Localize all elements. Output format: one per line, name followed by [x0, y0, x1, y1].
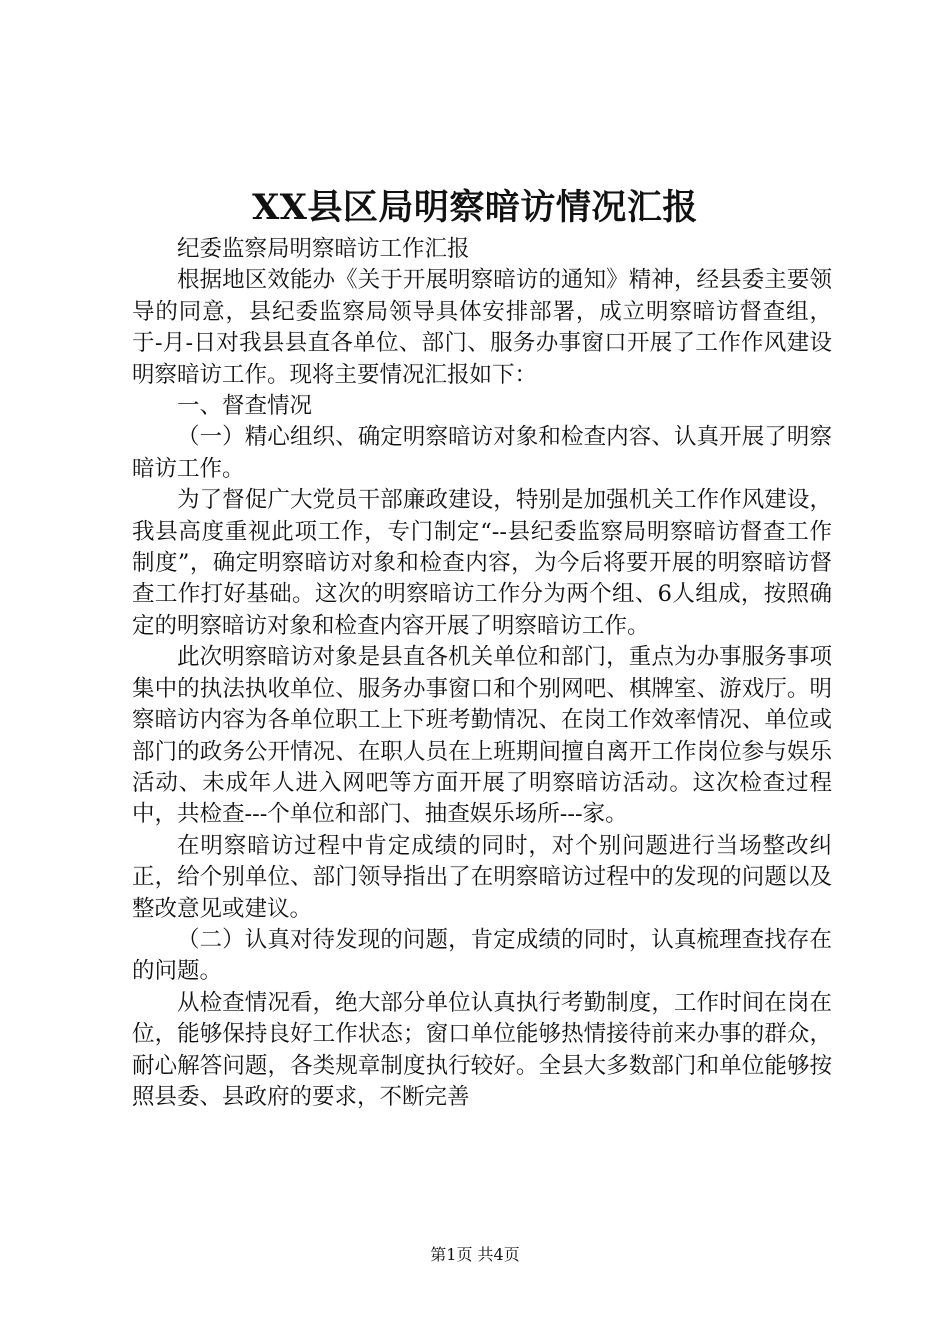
section-heading: 一、督查情况: [177, 393, 313, 420]
subsection-heading-1: （一）精心组织、确定明察暗访对象和检查内容、认真开展了明察暗访工作。: [132, 424, 832, 482]
paragraph-subtitle: 纪委监察局明察暗访工作汇报: [177, 236, 470, 262]
document-body: [132, 234, 832, 1113]
paragraph-intro: 根据地区效能办《关于开展明察暗访的通知》精神，经县委主要领导的同意，县纪委监察局领导具体安排部署，成立明察暗访督查组，于-月-日对我县县直各单位、部门、服务办事窗口开展了工作作风建设明察暗访工作。现将主要情况汇报如下：: [132, 267, 832, 388]
page-footer: 第1页 共4页: [430, 1245, 520, 1264]
paragraph-body: 在明察暗访过程中肯定成绩的同时，对个别问题进行当场整改纠正，给个别单位、部门领导指出了在明察暗访过程中的发现的问题以及整改意见或建议。: [132, 832, 832, 922]
paragraph-body: 此次明察暗访对象是县直各机关单位和部门，重点为办事服务事项集中的执法执收单位、服务办事窗口和个别网吧、棋牌室、游戏厅。明察暗访内容为各单位职工上下班考勤情况、在岗工作效率情况、单位或部门的政务公开情况、在职人员在上班期间擅自离开工作岗位参与娱乐活动、未成年人进入网吧等方面开展了明察暗访活动。这次检查过程中，共检查---个单位和部门、抽查娱乐场所---家。: [132, 644, 832, 828]
subsection-heading-2: （二）认真对待发现的问题，肯定成绩的同时，认真梳理查找存在的问题。: [132, 926, 832, 985]
paragraph-body: 从检查情况看，绝大部分单位认真执行考勤制度，工作时间在岗在位，能够保持良好工作状态；窗口单位能够热情接待前来办事的群众，耐心解答问题，各类规章制度执行较好。全县大多数部门和单位能够按照县委、县政府的要求，不断完善: [132, 989, 832, 1110]
document-title: XX县区局明察暗访情况汇报: [252, 187, 698, 228]
paragraph-body: 为了督促广大党员干部廉政建设，特别是加强机关工作作风建设，我县高度重视此项工作，专门制定“--县纪委监察局明察暗访督查工作制度”，确定明察暗访对象和检查内容，为今后将要开展的明察暗访督查工作打好基础。这次的明察暗访工作分为两个组、6人组成，按照确定的明察暗访对象和检查内容开展了明察暗访工作。: [132, 487, 832, 639]
